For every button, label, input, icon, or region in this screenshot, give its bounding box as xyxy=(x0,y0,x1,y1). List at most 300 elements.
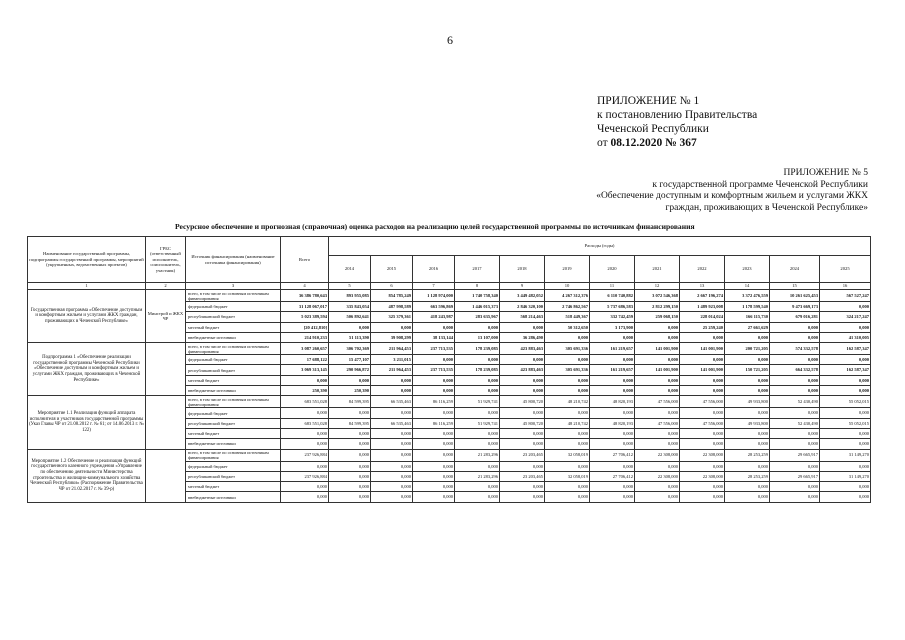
total-value: 3 069 313,145 xyxy=(281,365,329,375)
year-value: 0,000 xyxy=(770,482,820,492)
year-value: 0,000 xyxy=(455,439,500,449)
year-value: 423 883,463 xyxy=(500,343,545,355)
year-value: 84 599,395 xyxy=(329,418,371,428)
year-value: 567 527,247 xyxy=(820,290,871,302)
year-value: 0,000 xyxy=(725,482,770,492)
year-value: 39 908,299 xyxy=(371,332,413,342)
year-value: 0,000 xyxy=(455,408,500,418)
year-value: 211 964,453 xyxy=(371,365,413,375)
header-year: 2017 xyxy=(455,256,500,283)
year-value: 45 800,720 xyxy=(500,396,545,408)
year-value: 237 713,535 xyxy=(413,343,455,355)
year-value: 0,000 xyxy=(545,332,590,342)
header-name: Наименование государственной программы, подпрограммы государственной программы, мероприятий (укрупненных, ведомственных проектов) xyxy=(28,237,146,283)
year-value: 0,000 xyxy=(500,428,545,438)
year-value: 0,000 xyxy=(635,375,680,385)
year-value: 66 535,463 xyxy=(371,396,413,408)
year-value: 55 052,015 xyxy=(820,418,871,428)
year-value: 0,000 xyxy=(725,492,770,502)
funding-source: всего, в том числе по основным источникам финансирования xyxy=(186,290,281,302)
header-year: 2015 xyxy=(371,256,413,283)
year-value: 305 691,336 xyxy=(545,343,590,355)
appendix-5-line4: граждан, проживающих в Чеченской Республике» xyxy=(665,202,868,213)
year-value: 86 116,259 xyxy=(413,418,455,428)
year-value: 0,000 xyxy=(770,428,820,438)
year-value: 0,000 xyxy=(635,439,680,449)
header-year: 2016 xyxy=(413,256,455,283)
year-value: 0,000 xyxy=(545,482,590,492)
header-year: 2023 xyxy=(725,256,770,283)
year-value: 0,000 xyxy=(635,386,680,396)
year-value: 0,000 xyxy=(590,375,635,385)
appendix-1-date xyxy=(597,136,757,150)
year-value: 31 149,270 xyxy=(820,471,871,481)
year-value: 0,000 xyxy=(820,492,871,502)
total-value: 17 688,122 xyxy=(281,355,329,365)
year-value: 0,000 xyxy=(413,322,455,332)
funding-source: федеральный бюджет xyxy=(186,408,281,418)
year-value: 0,000 xyxy=(500,375,545,385)
funding-source: местный бюджет xyxy=(186,375,281,385)
program-grbs xyxy=(146,343,186,396)
year-value: 141 001,900 xyxy=(635,343,680,355)
year-value: 0,000 xyxy=(680,332,725,342)
year-value: 49 933,800 xyxy=(725,418,770,428)
year-value: 0,000 xyxy=(725,355,770,365)
year-value: 1 740 758,340 xyxy=(455,290,500,302)
year-value: 0,000 xyxy=(590,408,635,418)
total-value: 683 551,028 xyxy=(281,418,329,428)
total-value: [20 412,810] xyxy=(281,322,329,332)
year-value: 0,000 xyxy=(329,375,371,385)
year-value: 4 267 312,376 xyxy=(545,290,590,302)
total-value: 0,000 xyxy=(281,375,329,385)
column-index: 6 xyxy=(371,283,413,290)
year-value: 290 966,872 xyxy=(329,365,371,375)
year-value: 0,000 xyxy=(371,492,413,502)
year-value: 0,000 xyxy=(545,386,590,396)
year-value: 0,000 xyxy=(413,492,455,502)
year-value: 283 635,967 xyxy=(455,312,500,322)
year-value: 305 691,336 xyxy=(545,365,590,375)
program-grbs xyxy=(146,449,186,502)
year-value: 0,000 xyxy=(770,492,820,502)
year-value: 27 661,629 xyxy=(725,322,770,332)
year-value: 418 243,987 xyxy=(413,312,455,322)
header-year: 2019 xyxy=(545,256,590,283)
year-value: 0,000 xyxy=(635,461,680,471)
year-value: 25 259,240 xyxy=(680,322,725,332)
year-value: 250,390 xyxy=(329,386,371,396)
total-value: 0,000 xyxy=(281,461,329,471)
program-grbs xyxy=(146,396,186,449)
year-value: 141 001,900 xyxy=(680,343,725,355)
year-value: 679 016,281 xyxy=(770,312,820,322)
year-value: 0,000 xyxy=(455,375,500,385)
year-value: 22 308,000 xyxy=(635,449,680,461)
year-value: 21 283,296 xyxy=(455,471,500,481)
year-value: 22 308,000 xyxy=(635,471,680,481)
year-value: 21 283,296 xyxy=(455,449,500,461)
column-index: 5 xyxy=(329,283,371,290)
year-value: 0,000 xyxy=(329,471,371,481)
year-value: 36 286,490 xyxy=(500,332,545,342)
year-value: 29 665,917 xyxy=(770,471,820,481)
table-row xyxy=(28,343,871,355)
year-value: 0,000 xyxy=(820,322,871,332)
year-value: 0,000 xyxy=(590,461,635,471)
year-value: 0,000 xyxy=(371,439,413,449)
year-value: 0,000 xyxy=(770,355,820,365)
year-value: 38 133,144 xyxy=(413,332,455,342)
year-value: 28 253,259 xyxy=(725,471,770,481)
year-value: 0,000 xyxy=(329,461,371,471)
year-value: 23 203,465 xyxy=(500,471,545,481)
year-value: 0,000 xyxy=(590,332,635,342)
program-name: Подпрограмма 1 «Обеспечение реализации государственной программы Чеченской Республики «Обеспечение доступным и комфортным жильем и услугами ЖКХ граждан, проживающих в Чеченской Республике» xyxy=(28,343,146,396)
year-value: 47 556,000 xyxy=(680,418,725,428)
appendix-1-line2: к постановлению Правительства xyxy=(597,109,758,121)
funding-source: федеральный бюджет xyxy=(186,355,281,365)
year-value: 0,000 xyxy=(329,428,371,438)
year-value: 0,000 xyxy=(413,439,455,449)
year-value: 0,000 xyxy=(455,428,500,438)
year-value: 211 964,453 xyxy=(371,343,413,355)
column-index: 3 xyxy=(186,283,281,290)
header-year: 2014 xyxy=(329,256,371,283)
year-value: 162 587,347 xyxy=(820,365,871,375)
year-value: 0,000 xyxy=(455,322,500,332)
appendix-5-header xyxy=(596,168,868,214)
year-value: 0,000 xyxy=(371,471,413,481)
funding-source: внебюджетные источники xyxy=(186,439,281,449)
year-value: 306 702,369 xyxy=(329,343,371,355)
header-total: Всего xyxy=(281,237,329,283)
year-value: 0,000 xyxy=(590,482,635,492)
column-index: 10 xyxy=(545,283,590,290)
funding-source: внебюджетные источники xyxy=(186,492,281,502)
year-value: 0,000 xyxy=(635,332,680,342)
year-value: 0,000 xyxy=(590,428,635,438)
year-value: 3 449 482,052 xyxy=(500,290,545,302)
year-value: 0,000 xyxy=(371,449,413,461)
appendix-5-title: ПРИЛОЖЕНИЕ № 5 xyxy=(783,168,868,178)
year-value: 237 713,535 xyxy=(413,365,455,375)
page-number: 6 xyxy=(447,33,453,47)
year-value: 854 785,249 xyxy=(371,290,413,302)
year-value: 0,000 xyxy=(680,428,725,438)
year-value: 51 929,741 xyxy=(455,396,500,408)
year-value: 22 308,000 xyxy=(680,449,725,461)
year-value: 0,000 xyxy=(820,386,871,396)
funding-source: местный бюджет xyxy=(186,322,281,332)
year-value: 55 052,015 xyxy=(820,396,871,408)
budget-table xyxy=(27,236,871,503)
year-value: 3 173,900 xyxy=(590,322,635,332)
header-year: 2021 xyxy=(635,256,680,283)
program-name: Государственная программа «Обеспечение доступным и комфортным жильем и услугами ЖКХ граждан, проживающих в Чеченской Республике» xyxy=(28,290,146,343)
funding-source: всего, в том числе по основным источникам финансирования xyxy=(186,343,281,355)
year-value: 161 219,657 xyxy=(590,343,635,355)
year-value: 664 332,578 xyxy=(770,365,820,375)
funding-source: республиканский бюджет xyxy=(186,418,281,428)
year-value: 423 883,463 xyxy=(500,365,545,375)
year-value: 0,000 xyxy=(725,461,770,471)
year-value: 52 430,490 xyxy=(770,418,820,428)
year-value: 0,000 xyxy=(500,386,545,396)
column-index: 15 xyxy=(770,283,820,290)
year-value: 9 473 669,173 xyxy=(770,302,820,312)
year-value: 200 721,205 xyxy=(725,343,770,355)
year-value: 0,000 xyxy=(770,375,820,385)
total-value: 36 386 780,643 xyxy=(281,290,329,302)
year-value: 0,000 xyxy=(770,439,820,449)
year-value: 28 253,259 xyxy=(725,449,770,461)
year-value: 0,000 xyxy=(500,482,545,492)
appendix-5-line2: к государственной программе Чеченской Республики xyxy=(652,179,868,190)
year-value: 48 820,193 xyxy=(590,396,635,408)
column-index: 8 xyxy=(455,283,500,290)
year-value: 0,000 xyxy=(545,375,590,385)
year-value: 893 955,085 xyxy=(329,290,371,302)
total-value: 3 087 260,657 xyxy=(281,343,329,355)
year-value: 0,000 xyxy=(500,408,545,418)
column-index: 16 xyxy=(820,283,871,290)
column-index: 4 xyxy=(281,283,329,290)
year-value: 0,000 xyxy=(680,439,725,449)
year-value: 1 489 923,008 xyxy=(680,302,725,312)
year-value: 166 115,730 xyxy=(725,312,770,322)
year-value: 0,000 xyxy=(413,449,455,461)
column-index: 12 xyxy=(635,283,680,290)
year-value: 0,000 xyxy=(820,408,871,418)
year-value: 141 001,900 xyxy=(635,365,680,375)
year-value: 51 929,741 xyxy=(455,418,500,428)
year-value: 0,000 xyxy=(820,355,871,365)
year-value: 84 599,395 xyxy=(329,396,371,408)
year-value: 0,000 xyxy=(413,375,455,385)
year-value: 0,000 xyxy=(413,386,455,396)
header-year: 2022 xyxy=(680,256,725,283)
year-value: 47 556,000 xyxy=(635,396,680,408)
year-value: 0,000 xyxy=(725,375,770,385)
year-value: 0,000 xyxy=(680,492,725,502)
year-value: 66 535,463 xyxy=(371,418,413,428)
header-year: 2025 xyxy=(820,256,871,283)
funding-source: республиканский бюджет xyxy=(186,365,281,375)
year-value: 0,000 xyxy=(329,449,371,461)
year-value: 0,000 xyxy=(413,482,455,492)
year-value: 0,000 xyxy=(500,439,545,449)
year-value: 178 239,085 xyxy=(455,343,500,355)
year-value: 1 178 599,540 xyxy=(725,302,770,312)
total-value: 0,000 xyxy=(281,408,329,418)
column-index: 2 xyxy=(146,283,186,290)
year-value: 0,000 xyxy=(500,492,545,502)
program-name: Мероприятие 1.2 Обеспечение и реализация функций государственного казенного учреждения «Управление по обеспечению деятельности Министерства строительства и жилищно-коммунального хозяйства Чеченской Республики» (Распоряжение Правительства ЧР от 21.02.2017 г. № 39-р) xyxy=(28,449,146,502)
program-grbs: Минстрой и ЖКХ ЧР xyxy=(146,290,186,343)
year-value: 325 379,361 xyxy=(371,312,413,322)
year-value: 162 587,347 xyxy=(820,343,871,355)
column-index: 11 xyxy=(590,283,635,290)
year-value: 22 308,000 xyxy=(680,471,725,481)
year-value: 324 217,247 xyxy=(820,312,871,322)
funding-source: всего, в том числе по основным источникам финансирования xyxy=(186,449,281,461)
year-value: 0,000 xyxy=(371,461,413,471)
year-value: 0,000 xyxy=(590,492,635,502)
header-year: 2024 xyxy=(770,256,820,283)
year-value: 48 210,742 xyxy=(545,418,590,428)
funding-source: местный бюджет xyxy=(186,428,281,438)
year-value: 47 556,000 xyxy=(635,418,680,428)
year-value: 663 596,869 xyxy=(413,302,455,312)
year-value: 29 665,917 xyxy=(770,449,820,461)
year-value: 228 014,024 xyxy=(680,312,725,322)
funding-source: внебюджетные источники xyxy=(186,386,281,396)
appendix-5-line3: «Обеспечение доступным и комфортным жильем и услугами ЖКХ xyxy=(596,191,868,201)
year-value: 13 107,000 xyxy=(455,332,500,342)
year-value: 0,000 xyxy=(455,482,500,492)
year-value: 47 556,000 xyxy=(680,396,725,408)
year-value: 2 667 196,274 xyxy=(680,290,725,302)
program-name: Мероприятие 1.1 Реализация функций аппарата исполнителя и участников государственной программы (Указ Главы ЧР от 21.08.2012 г. № 61; от 14.06.2013 г. № 122) xyxy=(28,396,146,449)
total-value: 0,000 xyxy=(281,428,329,438)
funding-source: республиканский бюджет xyxy=(186,471,281,481)
year-value: 51 113,390 xyxy=(329,332,371,342)
year-value: 0,000 xyxy=(725,386,770,396)
funding-source: местный бюджет xyxy=(186,482,281,492)
year-value: 52 430,490 xyxy=(770,396,820,408)
header-year: 2020 xyxy=(590,256,635,283)
year-value: 0,000 xyxy=(371,322,413,332)
year-value: 574 332,578 xyxy=(770,343,820,355)
year-value: 41 310,005 xyxy=(820,332,871,342)
year-value: 0,000 xyxy=(680,386,725,396)
year-value: 335 843,054 xyxy=(329,302,371,312)
appendix-1-title: ПРИЛОЖЕНИЕ № 1 xyxy=(597,95,700,107)
year-value: 150 721,205 xyxy=(725,365,770,375)
year-value: 568 214,463 xyxy=(500,312,545,322)
table-title: Ресурсное обеспечение и прогнозная (справочная) оценка расходов на реализацию целей государственной программы по источникам финансирования xyxy=(175,222,695,231)
year-value: 0,000 xyxy=(770,408,820,418)
table-row xyxy=(28,290,871,302)
year-value: 0,000 xyxy=(820,461,871,471)
funding-source: республиканский бюджет xyxy=(186,312,281,322)
year-value: 32 058,019 xyxy=(545,471,590,481)
year-value: 2 746 862,567 xyxy=(545,302,590,312)
year-value: 0,000 xyxy=(680,461,725,471)
year-value: 0,000 xyxy=(329,408,371,418)
header-expenses: Расходы (годы) xyxy=(329,237,871,256)
year-value: 0,000 xyxy=(770,332,820,342)
total-value: 214 910,233 xyxy=(281,332,329,342)
year-value: 0,000 xyxy=(680,355,725,365)
year-value: 0,000 xyxy=(680,375,725,385)
year-value: 0,000 xyxy=(820,439,871,449)
total-value: 0,000 xyxy=(281,439,329,449)
year-value: 48 210,742 xyxy=(545,396,590,408)
year-value: 2 812 299,150 xyxy=(635,302,680,312)
year-value: 0,000 xyxy=(455,492,500,502)
year-value: 32 058,019 xyxy=(545,449,590,461)
funding-source: внебюджетные источники xyxy=(186,332,281,342)
year-value: 0,000 xyxy=(455,386,500,396)
year-value: 0,000 xyxy=(545,355,590,365)
year-value: 0,000 xyxy=(725,439,770,449)
column-index: 13 xyxy=(680,283,725,290)
header-year: 2018 xyxy=(500,256,545,283)
funding-source: федеральный бюджет xyxy=(186,461,281,471)
year-value: 0,000 xyxy=(635,355,680,365)
year-value: 0,000 xyxy=(500,461,545,471)
year-value: 0,000 xyxy=(545,428,590,438)
year-value: 0,000 xyxy=(413,408,455,418)
year-value: 86 116,259 xyxy=(413,396,455,408)
funding-source: всего, в том числе по основным источникам финансирования xyxy=(186,396,281,408)
year-value: 0,000 xyxy=(371,386,413,396)
appendix-1-header xyxy=(597,94,757,150)
column-index: 1 xyxy=(28,283,146,290)
total-value: 237 926,884 xyxy=(281,449,329,461)
year-value: 0,000 xyxy=(413,355,455,365)
year-value: 0,000 xyxy=(545,492,590,502)
year-value: 0,000 xyxy=(725,332,770,342)
year-value: 6 110 740,882 xyxy=(590,290,635,302)
column-index: 9 xyxy=(500,283,545,290)
year-value: 0,000 xyxy=(590,386,635,396)
date-prefix: от xyxy=(597,137,611,149)
year-value: 178 239,085 xyxy=(455,365,500,375)
year-value: 0,000 xyxy=(455,461,500,471)
year-value: 27 706,412 xyxy=(590,471,635,481)
table-row xyxy=(28,396,871,408)
year-value: 0,000 xyxy=(770,461,820,471)
year-value: 0,000 xyxy=(770,322,820,332)
year-value: 0,000 xyxy=(680,482,725,492)
year-value: 0,000 xyxy=(329,482,371,492)
year-value: 0,000 xyxy=(820,428,871,438)
year-value: 45 800,720 xyxy=(500,418,545,428)
year-value: 259 068,150 xyxy=(635,312,680,322)
year-value: 0,000 xyxy=(329,322,371,332)
year-value: 0,000 xyxy=(635,492,680,502)
year-value: 0,000 xyxy=(329,492,371,502)
year-value: 506 892,641 xyxy=(329,312,371,322)
year-value: 1 128 974,000 xyxy=(413,290,455,302)
year-value: 2 846 320,100 xyxy=(500,302,545,312)
header-source: Источник финансирования (наименование источника финансирования) xyxy=(186,237,281,283)
year-value: 518 449,367 xyxy=(545,312,590,322)
year-value: 0,000 xyxy=(725,428,770,438)
total-value: 0,000 xyxy=(281,492,329,502)
year-value: 0,000 xyxy=(820,302,871,312)
year-value: 3 211,015 xyxy=(371,355,413,365)
year-value: 3 072 546,368 xyxy=(635,290,680,302)
year-value: 0,000 xyxy=(590,355,635,365)
year-value: 0,000 xyxy=(413,471,455,481)
year-value: 161 219,657 xyxy=(590,365,635,375)
column-index: 14 xyxy=(725,283,770,290)
table-row xyxy=(28,449,871,461)
year-value: 3 372 476,559 xyxy=(725,290,770,302)
year-value: 0,000 xyxy=(500,355,545,365)
total-value: 31 128 067,017 xyxy=(281,302,329,312)
total-value: 683 551,028 xyxy=(281,396,329,408)
year-value: 141 001,900 xyxy=(680,365,725,375)
year-value: 1 446 015,373 xyxy=(455,302,500,312)
funding-source: федеральный бюджет xyxy=(186,302,281,312)
year-value: 0,000 xyxy=(413,428,455,438)
